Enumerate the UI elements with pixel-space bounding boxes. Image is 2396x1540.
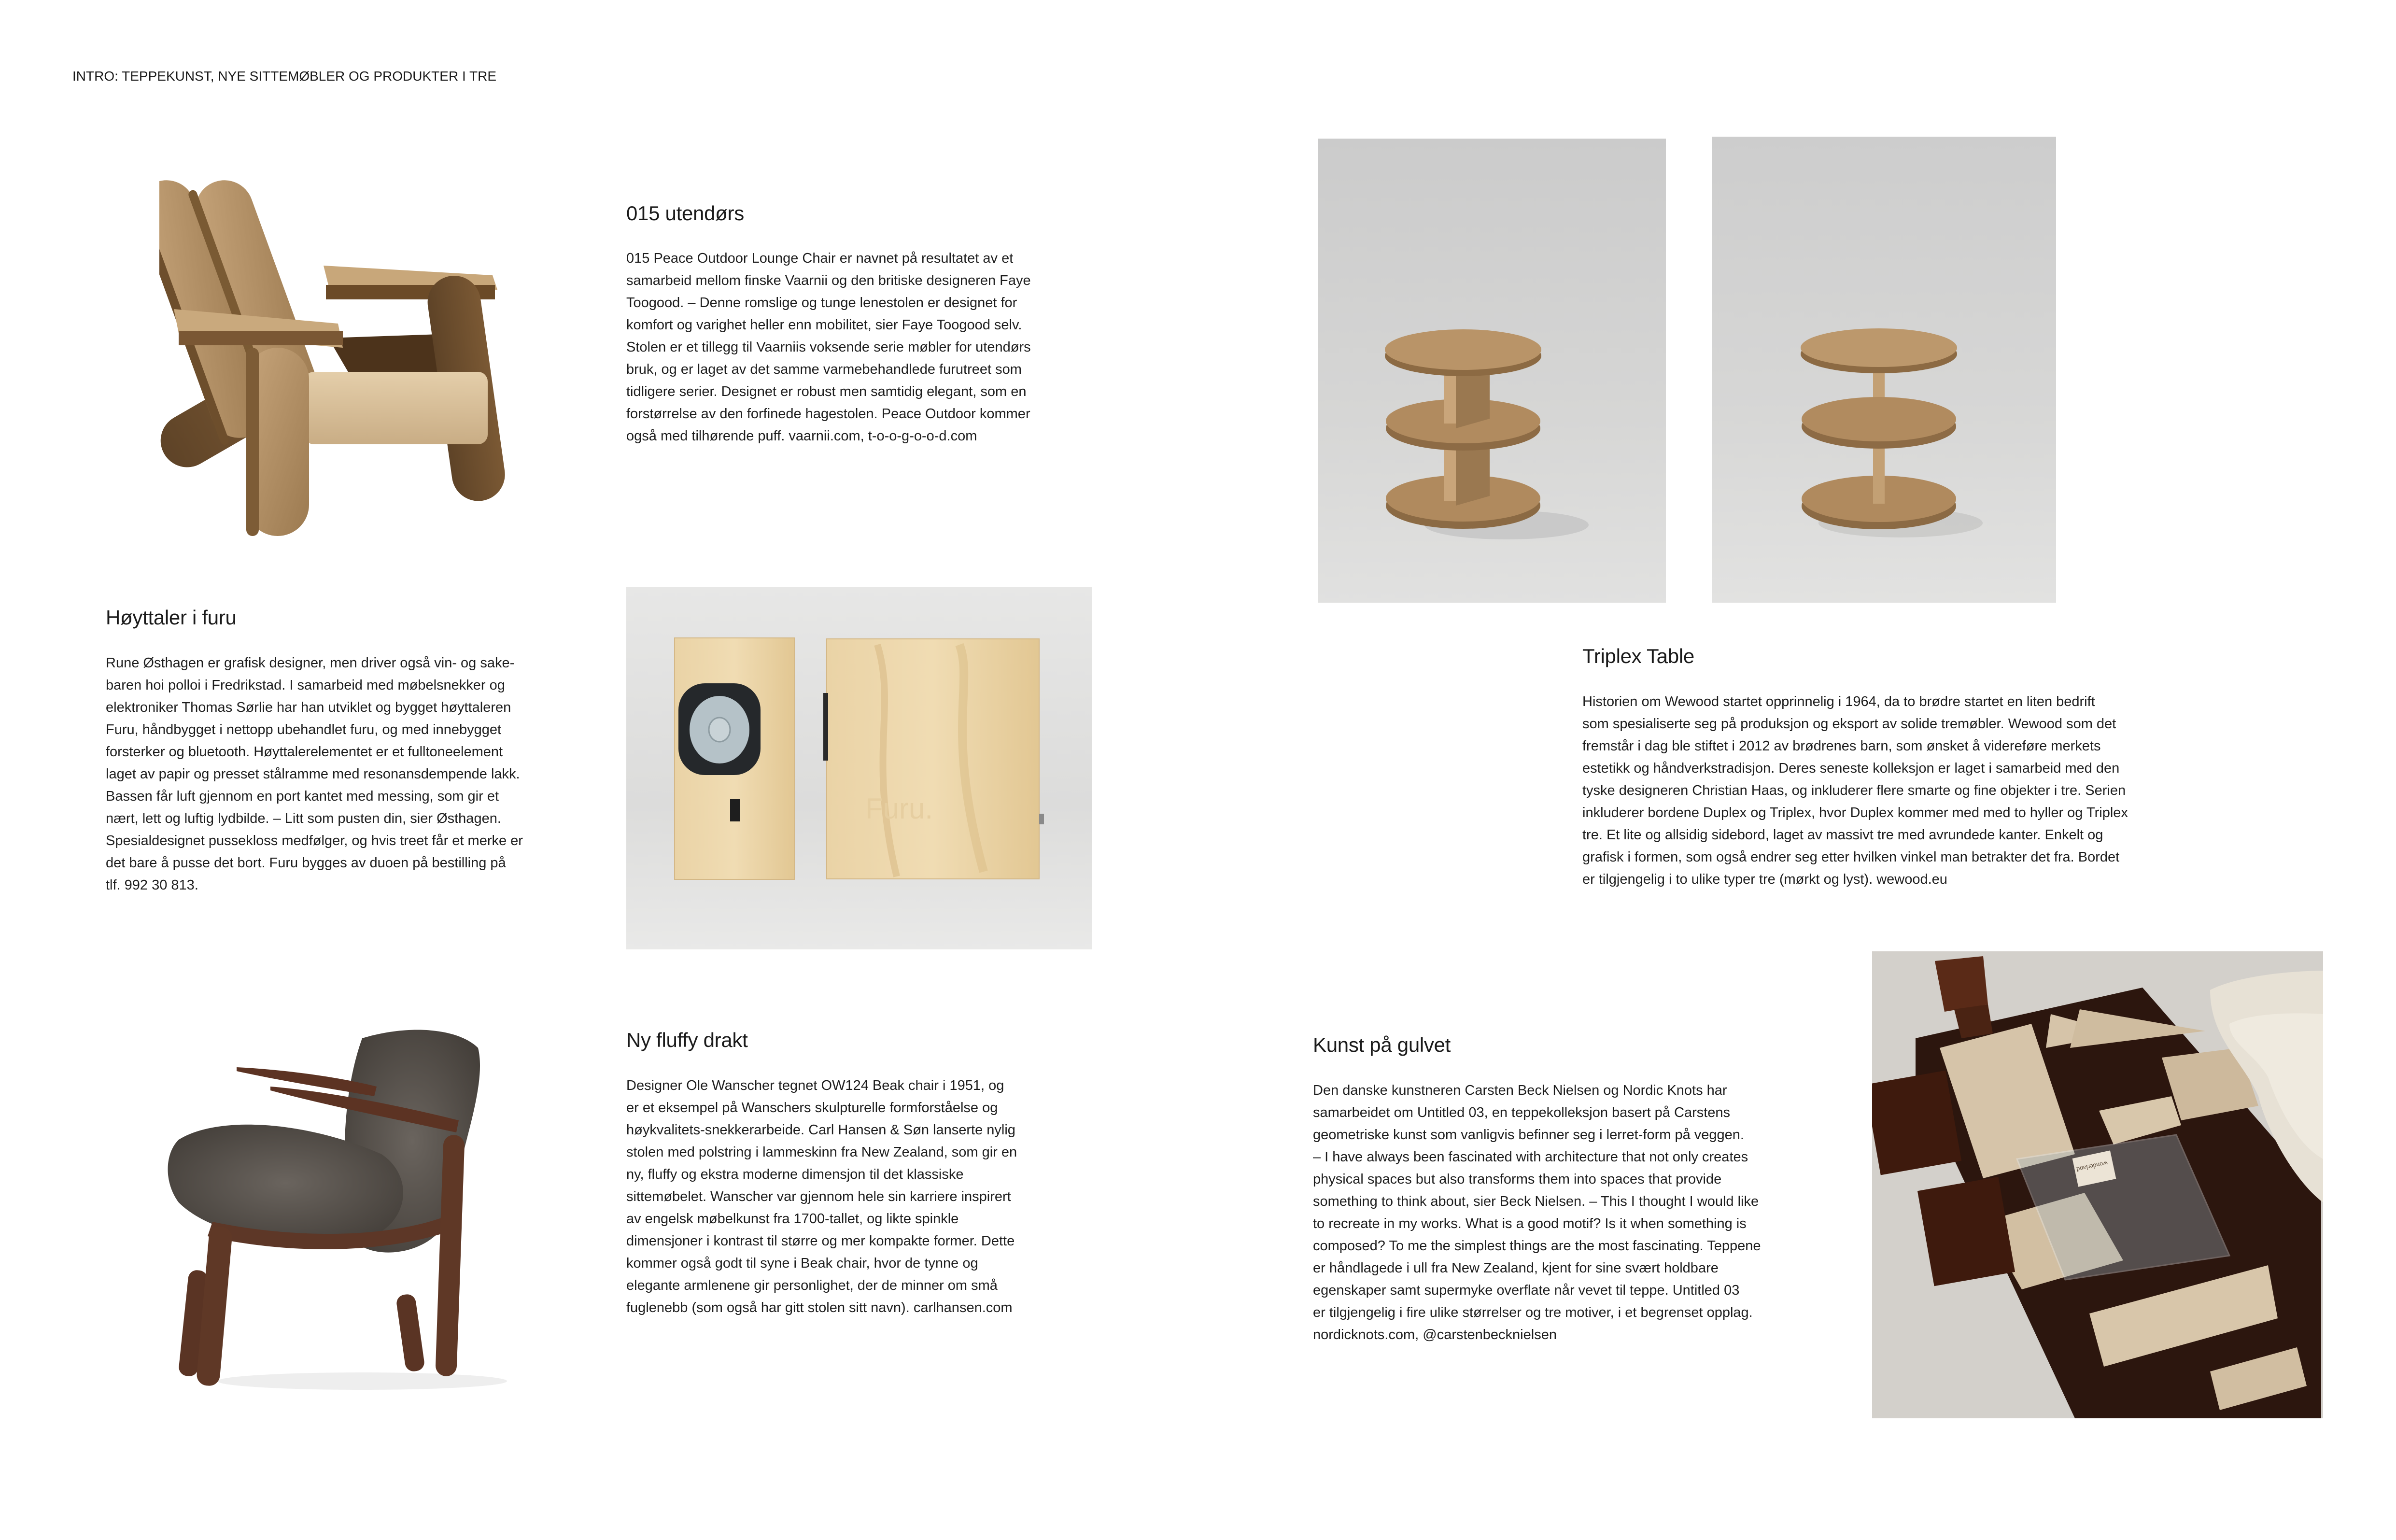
body-line: something to think about, sier Beck Nielsen. – This I thought I would like — [1313, 1194, 1759, 1209]
article-body-outdoor-chair — [626, 247, 1031, 447]
body-line: Historien om Wewood startet opprinnelig i 1964, da to brødre startet en liten bedrift — [1582, 694, 2095, 709]
body-line: geometriske kunst som vanligvis befinner seg i lerret-form på veggen. — [1313, 1127, 1744, 1143]
article-body-beak-chair — [626, 1074, 1017, 1319]
body-line: to recreate in my works. What is a good motif? Is it when something is — [1313, 1216, 1747, 1231]
body-line: Stolen er et tillegg til Vaarniis voksende serie møbler for utendørs — [626, 339, 1031, 355]
body-line: er tilgjengelig i to ulike typer tre (mørkt og lyst). wewood.eu — [1582, 872, 1947, 887]
body-line: 015 Peace Outdoor Lounge Chair er navnet på resultatet av et — [626, 251, 1014, 266]
body-line: kommer også godt til syne i Beak chair, hvor de tynne og — [626, 1256, 978, 1271]
outdoor-lounge-chair-illustration — [159, 164, 517, 551]
geometric-rug-interior-illustration — [1872, 951, 2323, 1418]
triplex-table-angle-view — [1318, 139, 1666, 603]
body-line: av engelsk møbelkunst fra 1700-tallet, og likte spinkle — [626, 1211, 959, 1227]
body-line: er et eksempel på Wanschers skulpturelle formforståelse og — [626, 1100, 998, 1116]
book-title: wonderland — [2075, 1159, 2109, 1173]
body-line: estetikk og håndverkstradisjon. Deres seneste kolleksjon er laget i samarbeid med den — [1582, 761, 2120, 776]
body-line: forsterker og bluetooth. Høyttalerelementet er et fulltoneelement — [106, 744, 503, 760]
body-line: også med tilhørende puff. vaarnii.com, t-o-o-g-o-o-d.com — [626, 428, 977, 444]
body-line: tre. Et lite og allsidig sidebord, laget av massivt tre med avrundede kanter. Enkelt og — [1582, 827, 2103, 843]
body-line: nordicknots.com, @carstenbecknielsen — [1313, 1327, 1557, 1342]
body-line: Furu, håndbygget i nettopp ubehandlet furu, og med innebygget — [106, 722, 502, 737]
triplex-table-front-view — [1712, 137, 2056, 603]
body-line: composed? To me the simplest things are the most fascinating. Teppene — [1313, 1238, 1761, 1254]
beak-chair-photo — [159, 1009, 541, 1396]
article-title-triplex: Triplex Table — [1582, 645, 1694, 667]
body-line: forstørrelse av den forfinede hagestolen. Peace Outdoor kommer — [626, 406, 1030, 422]
article-title-rug: Kunst på gulvet — [1313, 1033, 1451, 1056]
body-line: nært, lett og luftig lydbilde. – Litt som pusten din, sier Østhagen. — [106, 811, 501, 826]
body-line: tyske designeren Christian Haas, og inkluderer flere smarte og fine objekter i tre. Serien — [1582, 783, 2126, 798]
body-line: fremstår i dag ble stiftet i 2012 av brødrenes barn, som ønsket å videreføre merkets — [1582, 738, 2101, 754]
body-line: samarbeid mellom finske Vaarnii og den britiske designeren Faye — [626, 273, 1031, 288]
triplex-table-photo-2 — [1712, 137, 2056, 603]
body-line: tidligere serier. Designet er robust men samtidig elegant, som en — [626, 384, 1027, 399]
article-title-speaker: Høyttaler i furu — [106, 606, 237, 629]
body-line: stolen med polstring i lammeskinn fra New Zealand, som gir en — [626, 1144, 1017, 1160]
triplex-table-photo-1 — [1318, 139, 1666, 603]
body-line: Designer Ole Wanscher tegnet OW124 Beak chair i 1951, og — [626, 1078, 1004, 1093]
body-line: dimensjoner i kontrast til større og mer kompakte former. Dette — [626, 1233, 1015, 1249]
bass-port — [730, 799, 740, 821]
body-line: komfort og varighet heller enn mobilitet, sier Faye Toogood selv. — [626, 317, 1022, 333]
body-line: – I have always been fascinated with architecture that not only creates — [1313, 1149, 1748, 1165]
body-line: Spesialdesignet pussekloss medfølger, og hvis treet får et merke er — [106, 833, 523, 848]
article-body-speaker — [106, 652, 523, 896]
article-body-triplex — [1582, 691, 2128, 890]
rug-photo — [1872, 951, 2323, 1418]
body-line: sittemøbelet. Wanscher var gjennom hele sin karriere inspirert — [626, 1189, 1011, 1204]
body-line: baren hoi polloi i Fredrikstad. I samarbeid med møbelsnekker og — [106, 678, 505, 693]
body-line: Bassen får luft gjennom en port kantet med messing, som gir et — [106, 789, 499, 804]
body-line: laget av papir og presset stålramme med resonansdempende lakk. — [106, 766, 520, 782]
speaker-engraving: Furu. — [865, 792, 933, 825]
body-line: høykvalitets-snekkerarbeide. Carl Hansen & Søn lanserte nylig — [626, 1122, 1015, 1138]
body-line: fuglenebb (som også har gitt stolen sitt navn). carlhansen.com — [626, 1300, 1013, 1315]
body-line: inkluderer bordene Duplex og Triplex, hvor Duplex kommer med med to hyller og Triplex — [1582, 805, 2128, 820]
body-line: bruk, og er laget av det samme varmebehandlede furutreet som — [626, 362, 1022, 377]
pine-speakers-illustration — [626, 587, 1092, 949]
body-line: er håndlagede i ull fra New Zealand, kjent for sine svært holdbare — [1313, 1260, 1719, 1276]
body-line: tlf. 992 30 813. — [106, 877, 198, 893]
article-body-rug — [1313, 1079, 1761, 1346]
body-line: elegante armlenene gir personlighet, der de minner om små — [626, 1278, 998, 1293]
body-line: Rune Østhagen er grafisk designer, men driver også vin- og sake- — [106, 655, 515, 671]
body-line: ny, fluffy og ekstra moderne dimensjon til det klassiske — [626, 1167, 964, 1182]
body-line: er tilgjengelig i fire ulike størrelser og tre motiver, i et begrenset opplag. — [1313, 1305, 1753, 1320]
body-line: elektroniker Thomas Sørlie har han utviklet og bygget høyttaleren — [106, 700, 511, 715]
body-line: egenskaper samt supermyke overflate når vevet til teppe. Untitled 03 — [1313, 1283, 1740, 1298]
body-line: grafisk i formen, som også endrer seg etter hvilken vinkel man betrakter det fra. Bordet — [1582, 849, 2120, 865]
body-line: physical spaces but also transforms them into spaces that provide — [1313, 1172, 1722, 1187]
sheepskin-beak-chair-illustration — [159, 1009, 541, 1396]
body-line: Den danske kunstneren Carsten Beck Nielsen og Nordic Knots har — [1313, 1083, 1727, 1098]
body-line: samarbeidet om Untitled 03, en teppekolleksjon basert på Carstens — [1313, 1105, 1731, 1120]
body-line: Toogood. – Denne romslige og tunge lenestolen er designet for — [626, 295, 1017, 311]
article-title-outdoor-chair: 015 utendørs — [626, 202, 744, 225]
article-title-beak-chair: Ny fluffy drakt — [626, 1029, 748, 1051]
body-line: som spesialiserte seg på produksjon og eksport av solide tremøbler. Wewood som det — [1582, 716, 2116, 732]
outdoor-chair-photo — [159, 164, 517, 551]
page-kicker: INTRO: TEPPEKUNST, NYE SITTEMØBLER OG PRODUKTER I TRE — [72, 69, 496, 84]
body-line: det bare å pusse det bort. Furu bygges av duoen på bestilling på — [106, 855, 506, 871]
speaker-photo — [626, 587, 1092, 949]
